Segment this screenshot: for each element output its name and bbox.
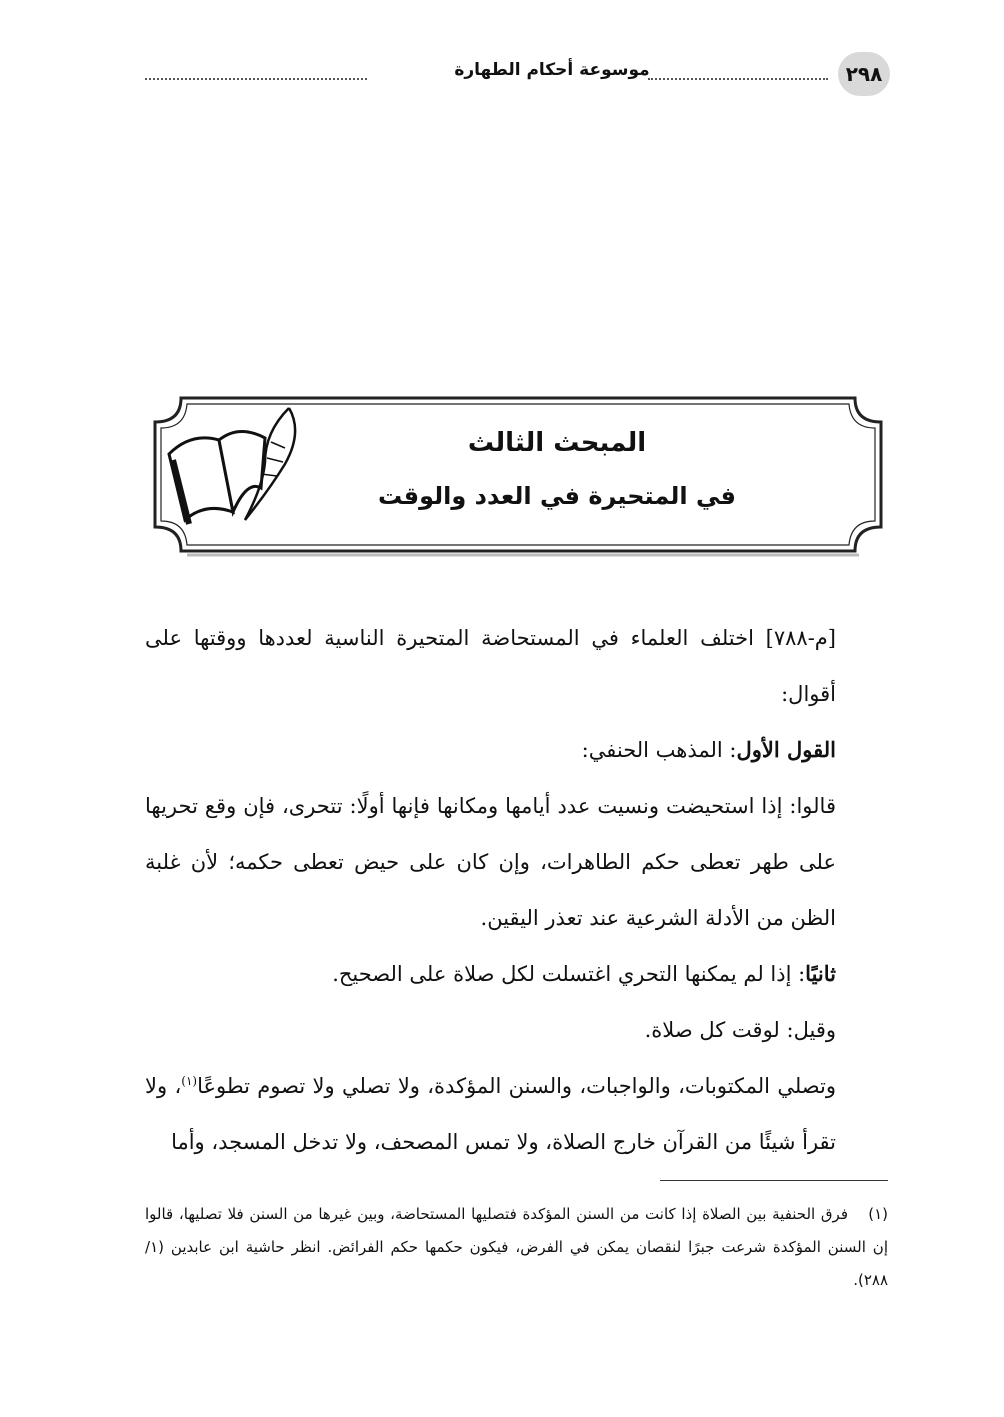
book-quill-icon <box>161 402 311 527</box>
footnote <box>145 1198 888 1297</box>
footnote-divider <box>660 1180 888 1181</box>
footnote-text: فرق الحنفية بين الصلاة إذا كانت من السنن المؤكدة فتصليها المستحاضة، وبين غيرها من السنن فلا تصليها، قالوا إن السنن المؤكدة شرعت جبرًا لنقصان يمكن في الفرض، فيكون حكمها حكم الفرائض. انظر حاشية ابن عابدين (١/ ٢٨٨). <box>145 1205 888 1289</box>
footnote-marker: (١) <box>868 1205 888 1223</box>
page-header <box>145 52 890 96</box>
main-text <box>145 610 888 1170</box>
header-dots-left <box>145 78 367 80</box>
footnote-reference: (١) <box>181 1074 198 1088</box>
paragraph-second-point <box>145 946 888 1002</box>
chapter-subheading: في المتحيرة في العدد والوقت <box>377 482 737 510</box>
paragraph-prayers <box>145 1058 888 1170</box>
prayers-text-a: وتصلي المكتوبات، والواجبات، والسنن المؤكدة، ولا تصلي ولا تصوم تطوعًا <box>197 1074 837 1098</box>
first-opinion-text: : المذهب الحنفي: <box>581 738 737 762</box>
footnote-paragraph <box>145 1198 888 1297</box>
first-opinion-label: القول الأول <box>736 737 836 762</box>
book-title: موسوعة أحكام الطهارة <box>454 60 650 80</box>
chapter-heading: المبحث الثالث <box>467 428 647 458</box>
second-point-text: : إذا لم يمكنها التحري اغتسلت لكل صلاة على الصحيح. <box>332 962 806 986</box>
second-point-label: ثانيًا <box>805 961 836 986</box>
page-number: ٢٩٨ <box>838 52 890 96</box>
chapter-title-box <box>147 392 889 557</box>
prayers-text-b: ، ولا تقرأ شيئًا من القرآن خارج الصلاة، ولا تمس المصحف، ولا تدخل المسجد، وأما <box>145 1074 836 1154</box>
paragraph-hanafi-ruling: قالوا: إذا استحيضت ونسيت عدد أيامها ومكانها فإنها أولًا: تتحرى، فإن وقع تحريها على طهر تعطى حكم الطاهرات، وإن كان على حيض تعطى حكمه؛ لأن غلبة الظن من الأدلة الشرعية عند تعذر اليقين. <box>145 794 836 930</box>
paragraph-first-opinion <box>145 722 888 778</box>
paragraph-alt-opinion: وقيل: لوقت كل صلاة. <box>644 1018 836 1042</box>
paragraph-intro: [م-٧٨٨] اختلف العلماء في المستحاضة المتحيرة الناسية لعددها ووقتها على أقوال: <box>145 626 836 706</box>
